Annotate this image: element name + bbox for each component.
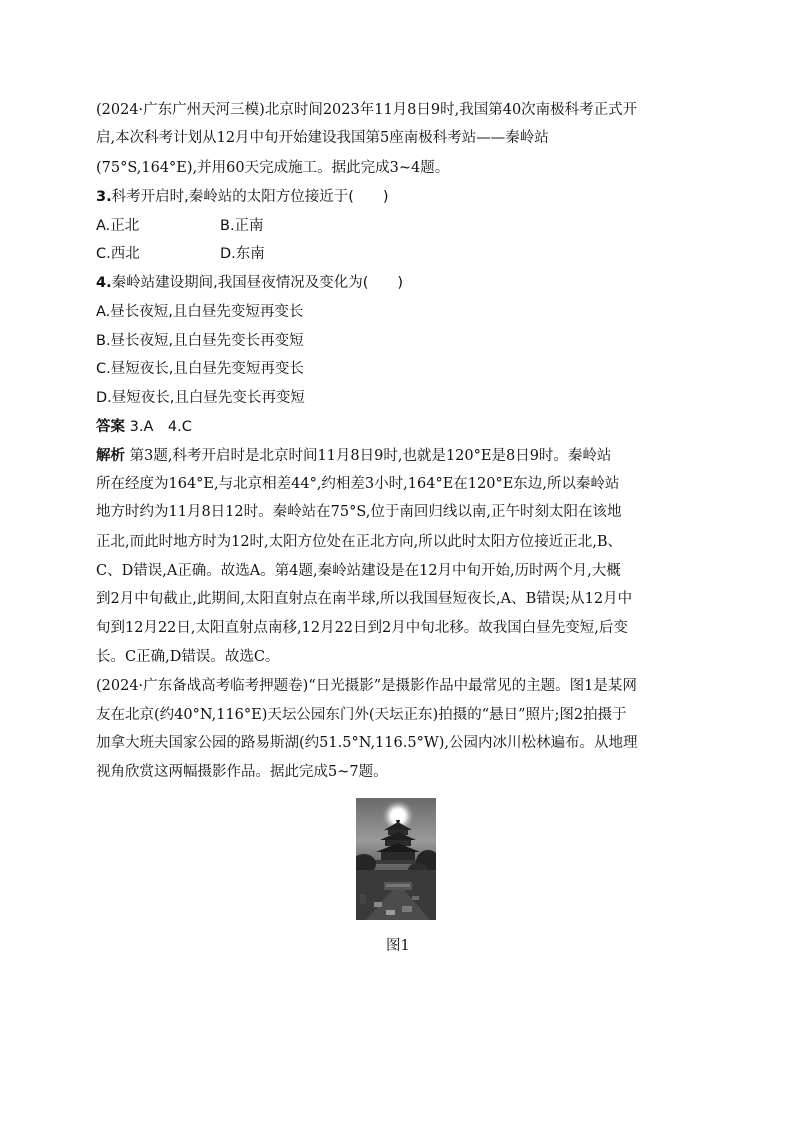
- question-3-number: 3.: [96, 189, 112, 205]
- question-4: [96, 273, 403, 293]
- analysis-line-4: 正北,而此时地方时为12时,太阳方位处在正北方向,所以此时太阳方位接近正北,B、: [96, 534, 623, 550]
- answer-text: 3.A 4.C: [129, 419, 192, 435]
- question-3: [96, 187, 389, 207]
- q3-option-d: D.东南: [220, 246, 265, 262]
- question-3-stem: 科考开启时,秦岭站的太阳方位接近于( ): [111, 189, 389, 205]
- q3-option-a: A.正北: [96, 218, 140, 234]
- q3-option-c: C.西北: [96, 246, 140, 262]
- intro2-line-2: 友在北京(约40°N,116°E)天坛公园东门外(天坛正东)拍摄的“悬日”照片;图2拍摄于: [96, 707, 627, 723]
- analysis-line-5: C、D错误,A正确。故选A。第4题,秦岭站建设是在12月中旬开始,历时两个月,大概: [96, 563, 621, 579]
- analysis-line-6: 到2月中旬截止,此期间,太阳直射点在南半球,所以我国昼短夜长,A、B错误;从12月中: [96, 591, 633, 607]
- intro2-line-3: 加拿大班夫国家公园的路易斯湖(约51.5°N,116.5°W),公园内冰川松林遍布。从地理: [96, 735, 638, 751]
- intro1-line-1: (2024·广东广州天河三模)北京时间2023年11月8日9时,我国第40次南极科考正式开: [96, 102, 638, 118]
- q3-option-b: B.正南: [220, 218, 264, 234]
- analysis-first-line: 第3题,科考开启时是北京时间11月8日9时,也就是120°E是8日9时。秦岭站: [129, 448, 612, 464]
- answer-label: 答案: [96, 419, 125, 435]
- answer-line: [96, 417, 192, 437]
- question-4-stem: 秦岭站建设期间,我国昼夜情况及变化为( ): [111, 275, 404, 291]
- intro2-line-4: 视角欣赏这两幅摄影作品。据此完成5~7题。: [96, 764, 388, 780]
- figure-1-photo: [356, 798, 436, 920]
- q4-option-a: A.昼长夜短,且白昼先变短再变长: [96, 304, 304, 320]
- q4-option-d: D.昼短夜长,且白昼先变长再变短: [96, 390, 305, 406]
- analysis-line-8: 长。C正确,D错误。故选C。: [96, 649, 280, 665]
- q4-option-b: B.昼长夜短,且白昼先变长再变短: [96, 333, 304, 349]
- intro1-line-3: (75°S,164°E),并用60天完成施工。据此完成3~4题。: [96, 160, 450, 176]
- analysis-line-2: 所在经度为164°E,与北京相差44°,约相差3小时,164°E在120°E东边,所以秦岭站: [96, 476, 620, 492]
- analysis-line-7: 旬到12月22日,太阳直射点南移,12月22日到2月中旬北移。故我国白昼先变短,后变: [96, 620, 628, 636]
- question-4-number: 4.: [96, 275, 112, 291]
- analysis-line-1: [96, 446, 611, 466]
- figure-1-caption: 图1: [386, 938, 410, 954]
- analysis-line-3: 地方时约为11月8日12时。秦岭站在75°S,位于南回归线以南,正午时刻太阳在该地: [96, 504, 622, 520]
- intro2-line-1: (2024·广东备战高考临考押题卷)“日光摄影”是摄影作品中最常见的主题。图1是某网: [96, 678, 637, 694]
- q4-option-c: C.昼短夜长,且白昼先变短再变长: [96, 361, 304, 377]
- intro1-line-2: 启,本次科考计划从12月中旬开始建设我国第5座南极科考站——秦岭站: [96, 130, 549, 146]
- analysis-label: 解析: [96, 448, 125, 464]
